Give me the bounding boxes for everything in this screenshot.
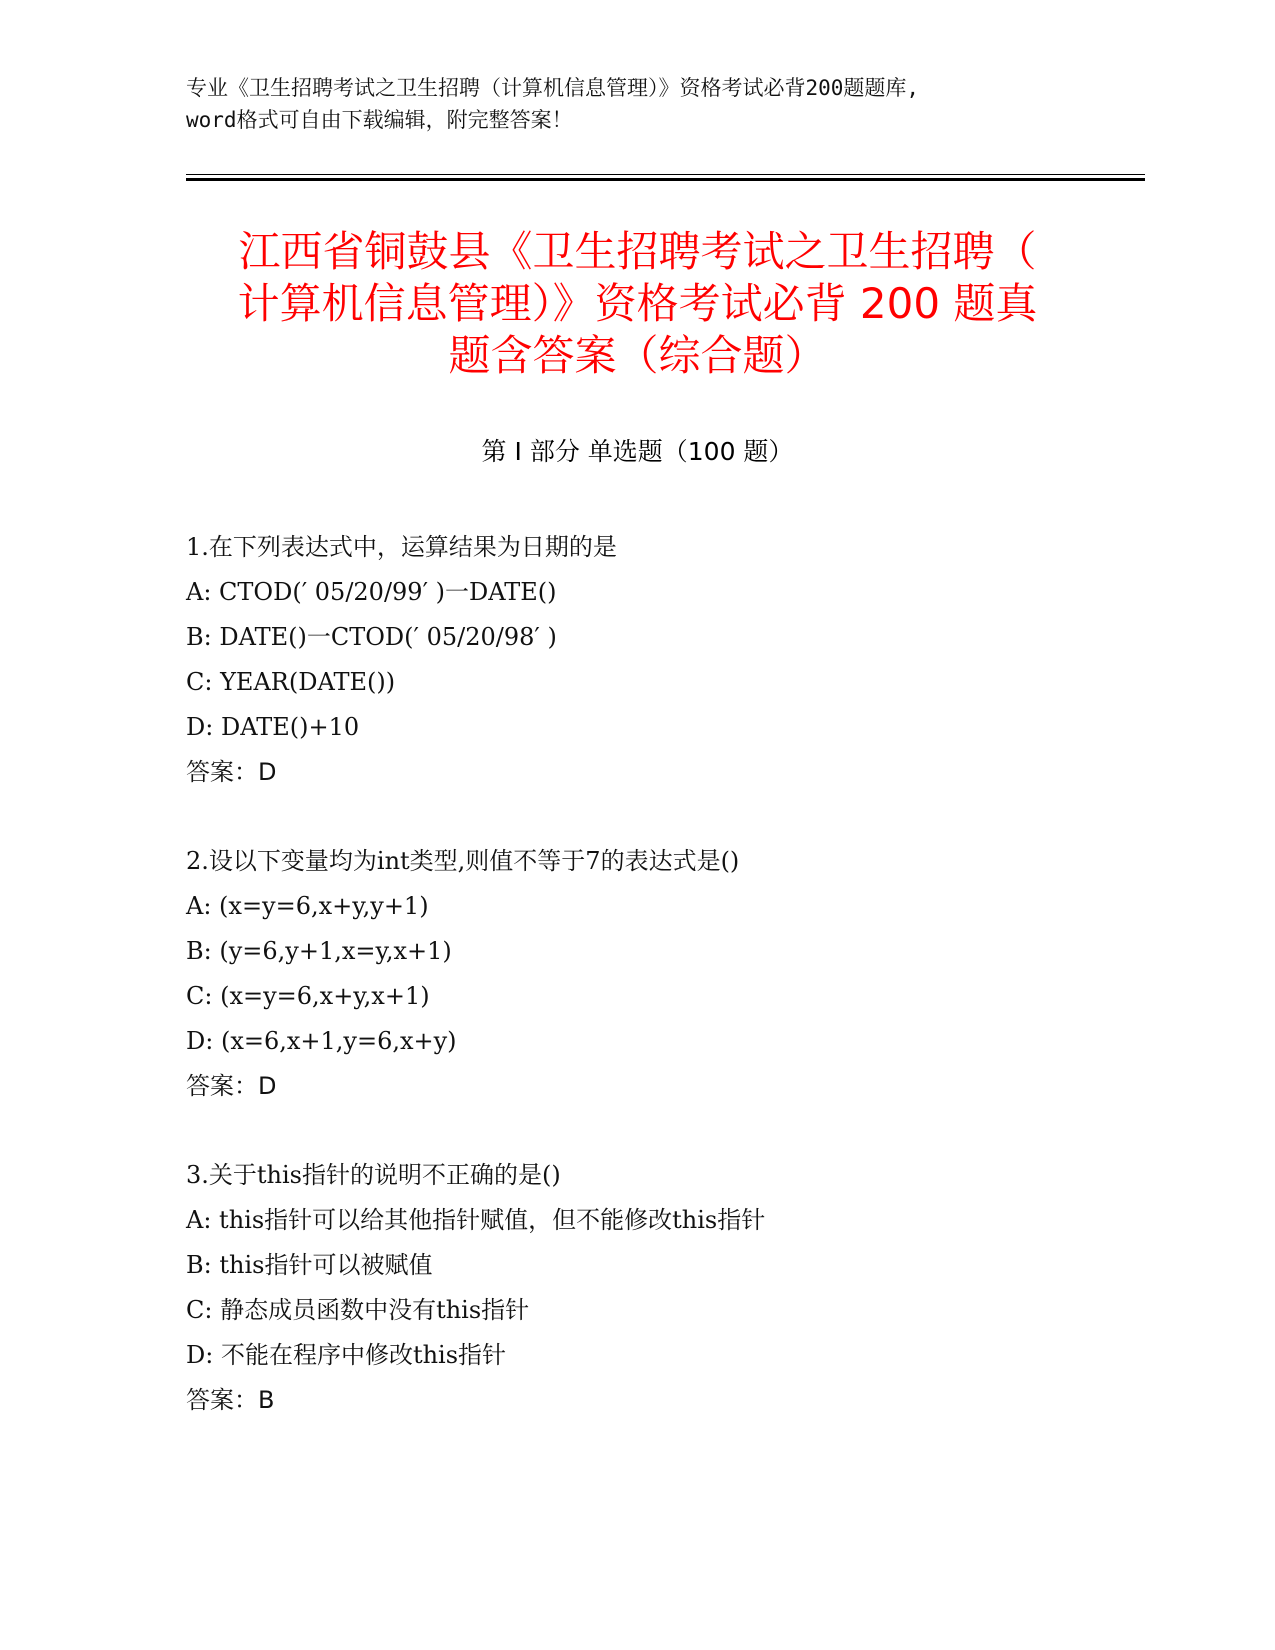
question-stem: 2.设以下变量均为int类型,则值不等于7的表达式是()	[186, 847, 740, 875]
title-line-1: 江西省铜鼓县《卫生招聘考试之卫生招聘（	[238, 227, 1037, 276]
option-a: A: this指针可以给其他指针赋值，但不能修改this指针	[186, 1206, 766, 1234]
answer-line: 答案：D	[186, 1072, 277, 1100]
question-stem: 3.关于this指针的说明不正确的是()	[186, 1161, 561, 1189]
question-item	[186, 525, 1146, 795]
answer-line: 答案：B	[186, 1386, 275, 1414]
option-d: D: 不能在程序中修改this指针	[186, 1341, 507, 1369]
question-item	[186, 839, 1146, 1109]
answer-line: 答案：D	[186, 758, 277, 786]
option-c: C: YEAR(DATE())	[186, 668, 396, 696]
question-list	[186, 525, 1146, 1467]
option-a: A: (x=y=6,x+y,y+1)	[186, 892, 429, 920]
header-note-line-2: word格式可自由下载编辑，附完整答案！	[186, 108, 573, 132]
header-rule-thin	[186, 174, 1145, 175]
option-b: B: DATE()一CTOD(′ 05/20/98′ )	[186, 623, 557, 651]
option-d: D: DATE()+10	[186, 713, 360, 741]
question-stem: 1.在下列表达式中，运算结果为日期的是	[186, 533, 617, 561]
question-item	[186, 1153, 1146, 1423]
title-line-3: 题含答案（综合题）	[448, 331, 827, 380]
option-b: B: (y=6,y+1,x=y,x+1)	[186, 937, 452, 965]
header-note	[186, 72, 1106, 136]
header-rule-thick	[186, 178, 1145, 181]
option-a: A: CTOD(′ 05/20/99′ )一DATE()	[186, 578, 557, 606]
option-d: D: (x=6,x+1,y=6,x+y)	[186, 1027, 457, 1055]
title-line-2: 计算机信息管理）》资格考试必背 200 题真	[237, 279, 1038, 328]
header-note-line-1: 专业《卫生招聘考试之卫生招聘（计算机信息管理）》资格考试必背200题题库,	[186, 76, 920, 100]
option-c: C: 静态成员函数中没有this指针	[186, 1296, 530, 1324]
option-c: C: (x=y=6,x+y,x+1)	[186, 982, 430, 1010]
section-heading: 第 I 部分 单选题（100 题）	[481, 437, 794, 466]
option-b: B: this指针可以被赋值	[186, 1251, 433, 1279]
document-title	[150, 226, 1125, 382]
